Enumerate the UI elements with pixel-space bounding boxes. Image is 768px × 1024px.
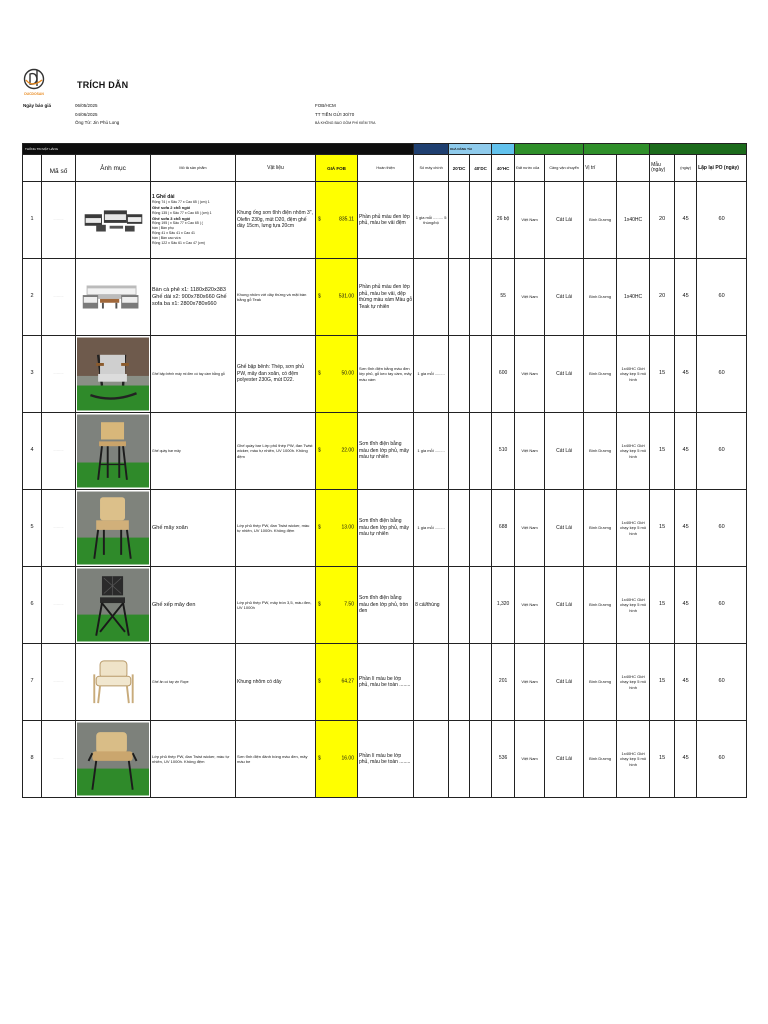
currency-symbol: $ xyxy=(318,216,321,223)
row-moq: 1x40HC Giới chạy kẹp 5 mô hình xyxy=(617,721,650,798)
row-sample: 20 xyxy=(650,182,675,259)
row-location: Bình Dương xyxy=(584,336,617,413)
row-location: Bình Dương xyxy=(584,259,617,336)
row-repeat-po: 60 xyxy=(697,259,747,336)
row-subsample: 45 xyxy=(675,490,697,567)
row-subsample: 45 xyxy=(675,567,697,644)
row-code: ............ xyxy=(42,567,76,644)
row-finish: Sơn tĩnh điện bằng màu đen lớp phủ, mây màu tự nhiên xyxy=(358,413,414,490)
row-code: ............ xyxy=(42,413,76,490)
row-sample: 15 xyxy=(650,336,675,413)
description-line: Ghế sofa 3 chỗ ngồi xyxy=(152,215,191,221)
description-line: Ghế bập bênh máy mi đen có tay cầm bằng gỗ xyxy=(152,371,225,376)
row-40hc: 26 bộ xyxy=(492,182,515,259)
row-origin: Việt Nam xyxy=(515,490,545,567)
row-material: Khung nhôm với dây thừng và mặt bàn bằng gỗ Teak xyxy=(236,259,316,336)
row-40hc: 1,320 xyxy=(492,567,515,644)
row-location: Bình Dương xyxy=(584,413,617,490)
row-location: Bình Dương xyxy=(584,721,617,798)
description-line: Ghế mây xoăn xyxy=(152,524,188,531)
description-line: Ghế xếp mây đen xyxy=(152,601,196,608)
row-moq: 1x40HC Giới chạy kẹp 5 mô hình xyxy=(617,567,650,644)
customer-value: Ông Từ: Jin Phú Long xyxy=(75,120,120,125)
description-line: bàn | Bàn phụ xyxy=(152,226,174,231)
col-description: Mô tả sản phẩm xyxy=(151,155,236,182)
row-port: Cát Lái xyxy=(545,259,584,336)
row-port: Cát Lái xyxy=(545,490,584,567)
price-value: 13.00 xyxy=(341,524,354,531)
row-packing: 1 gia mỗi ......... xyxy=(414,336,449,413)
description-line: Bàn cà phê x1: 1180x820x383 xyxy=(152,286,226,293)
row-location: Bình Dương xyxy=(584,182,617,259)
row-40dc xyxy=(470,336,492,413)
row-20dc xyxy=(449,336,470,413)
row-port: Cát Lái xyxy=(545,567,584,644)
row-description xyxy=(151,567,236,644)
row-repeat-po: 60 xyxy=(697,490,747,567)
row-price xyxy=(316,721,358,798)
row-description xyxy=(151,490,236,567)
row-finish: Phần phủ màu đen lớp phủ, màu be vải đệm xyxy=(358,182,414,259)
row-location: Bình Dương xyxy=(584,644,617,721)
description-line: Lớp phủ thép PW, đan Twist wicker, màu tự nhiên, UV 1000h. Không đệm xyxy=(152,753,230,764)
col-code-label: Mã số xyxy=(49,167,68,175)
row-origin: Việt Nam xyxy=(515,336,545,413)
row-price xyxy=(316,644,358,721)
row-stt: 5 xyxy=(23,490,42,567)
row-20dc xyxy=(449,567,470,644)
col-40dc: 40'DC xyxy=(470,155,492,182)
row-finish: Phần phủ màu đen lớp phủ, màu be vải, dệp thừng màu xám Màu gỗ Teak tự nhiên xyxy=(358,259,414,336)
row-material: Khung nhôm có dây xyxy=(236,644,316,721)
row-port: Cát Lái xyxy=(545,413,584,490)
row-packing xyxy=(414,721,449,798)
currency-symbol: $ xyxy=(318,678,321,685)
row-port: Cát Lái xyxy=(545,182,584,259)
row-repeat-po: 60 xyxy=(697,567,747,644)
row-moq: 1x40HC xyxy=(617,259,650,336)
band-product-info: THÔNG TIN MẶT HÀNG xyxy=(23,144,414,155)
row-price xyxy=(316,182,358,259)
row-subsample: 45 xyxy=(675,644,697,721)
table-row xyxy=(23,721,747,798)
row-subsample: 45 xyxy=(675,182,697,259)
col-subsample: (ngày) xyxy=(675,155,697,182)
row-description xyxy=(151,644,236,721)
col-port: Cảng vận chuyển xyxy=(545,155,584,182)
description-line: Rộng 74 | x Sâu 77 x Cao 65 | (cm) 1 xyxy=(152,200,210,205)
row-description xyxy=(151,182,236,259)
description-line: Ghế ăn có tay vịn Rope xyxy=(152,679,189,684)
row-material: Lớp phủ thép PW, mây tròn 3,5, màu đen, UV 1000h xyxy=(236,567,316,644)
col-repeat-po: Lặp lại PO (ngày) xyxy=(697,155,747,182)
row-sample: 20 xyxy=(650,259,675,336)
row-port: Cát Lái xyxy=(545,721,584,798)
row-40dc xyxy=(470,721,492,798)
row-finish: Phần lì màu be lớp phủ, màu be toàn ........ xyxy=(358,644,414,721)
band-capacity: KHẢ NĂNG TẢI xyxy=(449,144,492,155)
col-finish: Hoàn thiện xyxy=(358,155,414,182)
table-row xyxy=(23,490,747,567)
row-40dc xyxy=(470,413,492,490)
row-material: Sơn tĩnh điện đánh bóng màu đen, mây màu be xyxy=(236,721,316,798)
band-capacity-tail xyxy=(492,144,515,155)
quote-info-left xyxy=(23,102,119,128)
band-shipping-2 xyxy=(584,144,650,155)
currency-symbol: $ xyxy=(318,524,321,531)
row-moq: 1x40HC Giới chạy kẹp 5 mô hình xyxy=(617,644,650,721)
row-origin: Việt Nam xyxy=(515,644,545,721)
row-packing: 8 cái/thùng xyxy=(414,567,449,644)
row-40hc: 201 xyxy=(492,644,515,721)
row-finish: Sơn tĩnh điện bằng màu đen lớp phủ, tròn đen xyxy=(358,567,414,644)
row-subsample: 45 xyxy=(675,259,697,336)
price-value: 7.50 xyxy=(344,601,354,608)
product-image xyxy=(76,490,151,567)
row-port: Cát Lái xyxy=(545,336,584,413)
row-repeat-po: 60 xyxy=(697,644,747,721)
row-material: Ghế bập bênh: Thép, sơn phủ PW, mây đan xoăn, có đệm polyester 230G, mút D22. xyxy=(236,336,316,413)
row-origin: Việt Nam xyxy=(515,182,545,259)
row-price xyxy=(316,336,358,413)
table-row xyxy=(23,336,747,413)
row-repeat-po: 60 xyxy=(697,182,747,259)
row-stt: 8 xyxy=(23,721,42,798)
row-material: Lớp phủ thép PW, đan Twist wicker, màu tự nhiên, UV 1000h. Không đệm xyxy=(236,490,316,567)
product-image xyxy=(76,182,151,259)
description-line: Rộng 195 | x Sâu 77 x Cao 65 | ( xyxy=(152,221,203,226)
row-repeat-po: 60 xyxy=(697,413,747,490)
description-line: sofa ba x1: 2800x780x660 xyxy=(152,300,217,307)
row-origin: Việt Nam xyxy=(515,413,545,490)
row-40hc: 600 xyxy=(492,336,515,413)
col-location: Vị trí xyxy=(584,155,617,182)
wicker-armchair-illustration xyxy=(77,721,149,797)
row-moq: 1x40HC Giới chạy kẹp 5 mô hình xyxy=(617,413,650,490)
row-repeat-po: 60 xyxy=(697,336,747,413)
price-value: 835.11 xyxy=(339,216,354,223)
currency-symbol: $ xyxy=(318,601,321,608)
col-code xyxy=(42,155,76,182)
col-stt xyxy=(23,155,42,182)
band-shipping xyxy=(515,144,584,155)
row-subsample: 45 xyxy=(675,721,697,798)
row-moq: 1x40HC Giới chạy kẹp 5 mô hình xyxy=(617,336,650,413)
col-material: Vật liệu xyxy=(236,155,316,182)
row-packing xyxy=(414,644,449,721)
col-sample: Mẫu (ngày) xyxy=(650,155,675,182)
row-price xyxy=(316,567,358,644)
row-packing: 1 gia mỗi ......... xyxy=(414,413,449,490)
table-row xyxy=(23,567,747,644)
col-40hc: 40'HC xyxy=(492,155,515,182)
row-finish: Sơn tĩnh điện bằng màu đen lớp phủ, mây màu tự nhiên xyxy=(358,490,414,567)
row-packing: 1 gia mỗi ......... 5 thùng/bộ xyxy=(414,182,449,259)
curly-rattan-chair-illustration xyxy=(77,490,149,566)
currency-symbol: $ xyxy=(318,293,321,300)
row-code: ............ xyxy=(42,644,76,721)
bar-chair-illustration xyxy=(77,413,149,489)
row-code: ............ xyxy=(42,490,76,567)
row-origin: Việt Nam xyxy=(515,721,545,798)
row-material: Ghế quầy bar Lớp phủ thép PW, đan Twist wicker, màu tự nhiên, UV 1000h. Không đệm xyxy=(236,413,316,490)
table-row xyxy=(23,182,747,259)
row-location: Bình Dương xyxy=(584,490,617,567)
row-moq: 1x40HC xyxy=(617,182,650,259)
row-40dc xyxy=(470,644,492,721)
row-40hc: 510 xyxy=(492,413,515,490)
row-20dc xyxy=(449,721,470,798)
row-location: Bình Dương xyxy=(584,567,617,644)
col-moq xyxy=(617,155,650,182)
row-stt: 1 xyxy=(23,182,42,259)
row-code: ............ xyxy=(42,259,76,336)
row-40hc: 55 xyxy=(492,259,515,336)
quote-info-right xyxy=(235,102,375,128)
description-line: Rộng 122 x Sâu 61 x Cao 47 (cm) xyxy=(152,241,205,246)
product-image xyxy=(76,644,151,721)
row-stt: 7 xyxy=(23,644,42,721)
sofa-teak-illustration xyxy=(77,259,149,335)
price-value: 16.00 xyxy=(341,755,354,762)
row-stt: 6 xyxy=(23,567,42,644)
row-port: Cát Lái xyxy=(545,644,584,721)
row-sample: 15 xyxy=(650,413,675,490)
row-sample: 15 xyxy=(650,490,675,567)
note-value: BÁ KHÔNG BAO GỒM PHÍ KIỂM TRA xyxy=(315,121,376,125)
svg-text:DUCDOSAN: DUCDOSAN xyxy=(24,92,44,96)
row-code: ............ xyxy=(42,182,76,259)
description-line: 1 Ghế dài xyxy=(152,193,175,200)
company-logo xyxy=(22,68,46,98)
description-line: Ghế sofa 2 chỗ ngồi xyxy=(152,205,191,211)
table-row xyxy=(23,259,747,336)
rocking-chair-illustration xyxy=(77,336,149,412)
row-40hc: 688 xyxy=(492,490,515,567)
row-sample: 15 xyxy=(650,721,675,798)
row-description xyxy=(151,413,236,490)
currency-symbol: $ xyxy=(318,370,321,377)
col-image: Ảnh mục xyxy=(76,155,151,182)
row-40dc xyxy=(470,259,492,336)
valid-until-value: 04/06/2025 xyxy=(75,111,98,117)
currency-symbol: $ xyxy=(318,755,321,762)
row-20dc xyxy=(449,644,470,721)
description-line: bàn | Bàn cao vừa xyxy=(152,236,181,241)
delivery-term-value: FOB/HCM xyxy=(315,103,336,108)
row-origin: Việt Nam xyxy=(515,567,545,644)
col-price: GIÁ FOB xyxy=(316,155,358,182)
row-stt: 4 xyxy=(23,413,42,490)
row-price xyxy=(316,490,358,567)
description-line: Ghế quầy bar mây xyxy=(152,448,181,453)
row-packing: 1 gia mỗi ......... xyxy=(414,490,449,567)
row-price xyxy=(316,413,358,490)
quotation-table xyxy=(22,143,747,798)
product-image xyxy=(76,336,151,413)
row-subsample: 45 xyxy=(675,336,697,413)
table-row xyxy=(23,413,747,490)
row-description xyxy=(151,721,236,798)
row-sample: 15 xyxy=(650,644,675,721)
row-code: ............ xyxy=(42,721,76,798)
row-subsample: 45 xyxy=(675,413,697,490)
col-packing: Số máy chính xyxy=(414,155,449,182)
row-packing xyxy=(414,259,449,336)
description-line: Rộng 41 x Sâu 41 x Cao 41 xyxy=(152,231,196,236)
currency-symbol: $ xyxy=(318,447,321,454)
col-20dc: 20'DC xyxy=(449,155,470,182)
band-leadtime xyxy=(650,144,747,155)
table-row xyxy=(23,644,747,721)
col-origin: Đất nước của xyxy=(515,155,545,182)
row-moq: 1x40HC Giới chạy kẹp 5 mô hình xyxy=(617,490,650,567)
band-capacity-lead xyxy=(414,144,449,155)
row-repeat-po: 60 xyxy=(697,721,747,798)
price-value: 531.00 xyxy=(338,293,354,300)
product-image xyxy=(76,413,151,490)
description-line: Rộng 135 | x Sâu 77 x Cao 65 | (cm) 1 xyxy=(152,210,212,215)
row-stt: 2 xyxy=(23,259,42,336)
row-stt: 3 xyxy=(23,336,42,413)
row-40dc xyxy=(470,567,492,644)
product-image xyxy=(76,721,151,798)
row-sample: 15 xyxy=(650,567,675,644)
row-40dc xyxy=(470,490,492,567)
payment-term-value: TT TIỀN GỬI 30/70 xyxy=(315,111,355,117)
row-code: ............ xyxy=(42,336,76,413)
sofa-set-illustration xyxy=(77,182,149,258)
row-material: Khung ống sơn tĩnh điện nhôm 3", Olefin 230g, mút D20, đệm ghế dày 15cm, lưng tựa 20cm xyxy=(236,182,316,259)
quote-date-label: Ngày báo giá xyxy=(23,103,52,108)
price-value: 22.00 xyxy=(341,447,354,454)
row-20dc xyxy=(449,182,470,259)
price-value: 64.27 xyxy=(341,678,354,685)
row-40hc: 536 xyxy=(492,721,515,798)
description-line: Ghế dài x2: 900x780x660 Ghế xyxy=(152,293,227,300)
row-20dc xyxy=(449,490,470,567)
folding-chair-illustration xyxy=(77,567,149,643)
row-origin: Việt Nam xyxy=(515,259,545,336)
quote-date-value: 06/05/2025 xyxy=(75,103,98,108)
product-image xyxy=(76,259,151,336)
rope-armchair-illustration xyxy=(77,644,149,720)
row-price xyxy=(316,259,358,336)
product-image xyxy=(76,567,151,644)
price-value: 50.00 xyxy=(341,370,354,377)
document-title: TRÍCH DẪN xyxy=(77,80,129,90)
row-20dc xyxy=(449,413,470,490)
row-finish: Phần lì màu be lớp phủ, màu be toàn ........ xyxy=(358,721,414,798)
row-40dc xyxy=(470,182,492,259)
row-20dc xyxy=(449,259,470,336)
row-description xyxy=(151,336,236,413)
row-description xyxy=(151,259,236,336)
row-finish: Sơn tĩnh điện bằng màu đen lớp phủ, gỗ keo tay cầm, mây màu xám xyxy=(358,336,414,413)
